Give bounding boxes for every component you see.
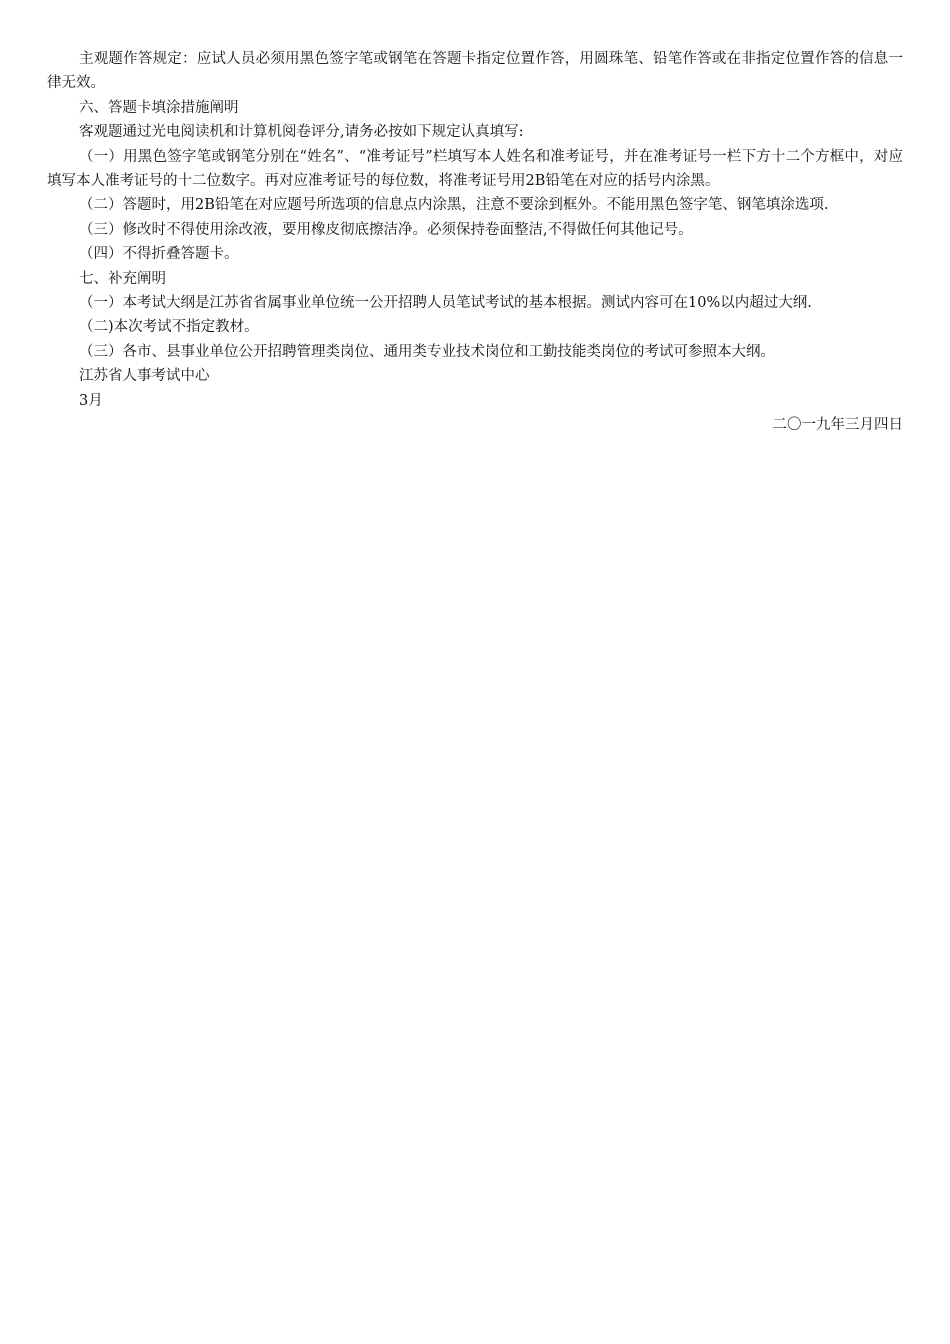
fill-rule-2: （二）答题时，用2B铅笔在对应题号所选项的信息点内涂黑，注意不要涂到框外。不能用黑色签字笔、钢笔填涂选项. — [79, 197, 829, 214]
objective-scoring-note: 客观题通过光电阅读机和计算机阅卷评分,请务必按如下规定认真填写: — [79, 124, 524, 141]
issue-date: 二〇一九年三月四日 — [772, 417, 903, 434]
issue-month: 3月 — [79, 392, 103, 409]
issuer-name: 江苏省人事考试中心 — [79, 368, 210, 385]
supplement-1: （一）本考试大纲是江苏省省属事业单位统一公开招聘人员笔试考试的基本根据。测试内容可在10%以内超过大纲. — [79, 295, 812, 312]
section-7-heading: 七、补充阐明 — [79, 270, 166, 287]
fill-rule-1: （一）用黑色签字笔或钢笔分别在“姓名”、“准考证号”栏填写本人姓名和准考证号，并在准考证号一栏下方十二个方框中，对应填写本人准考证号的十二位数字。再对应准考证号的每位数，将准考证号用2B铅笔在对应的括号内涂黑。 — [47, 148, 903, 190]
section-6-heading: 六、答题卡填涂措施阐明 — [79, 99, 239, 116]
fill-rule-4: （四）不得折叠答题卡。 — [79, 246, 239, 263]
document-page — [47, 47, 903, 438]
rule-subjective-answers: 主观题作答规定：应试人员必须用黑色签字笔或钢笔在答题卡指定位置作答，用圆珠笔、铅笔作答或在非指定位置作答的信息一律无效。 — [47, 51, 903, 92]
supplement-2: （二)本次考试不指定教材。 — [79, 319, 259, 336]
fill-rule-3: （三）修改时不得使用涂改液，要用橡皮彻底擦洁净。必须保持卷面整洁,不得做任何其他记号。 — [79, 221, 693, 238]
supplement-3: （三）各市、县事业单位公开招聘管理类岗位、通用类专业技术岗位和工勤技能类岗位的考试可参照本大纲。 — [79, 343, 775, 360]
